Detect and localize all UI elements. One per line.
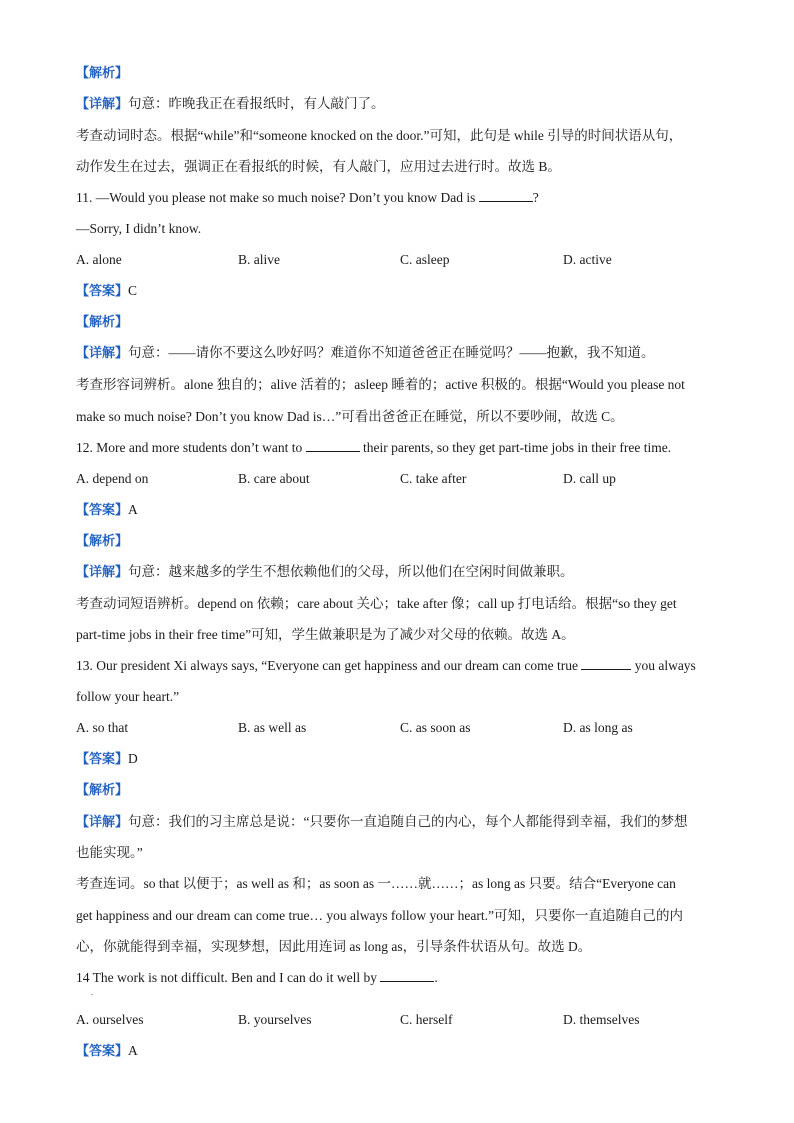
answer-blank	[380, 969, 434, 982]
question-stem: 12. More and more students don’t want to their parents, so they get part-time jobs in their free time.	[76, 440, 672, 455]
answer-blank	[479, 189, 533, 202]
question-stem: 11. —Would you please not make so much noise? Don’t you know Dad is ?	[76, 190, 539, 205]
answer-line: 【答案】D	[76, 751, 138, 767]
detail-line-continued: 也能实现。”	[76, 845, 143, 860]
option-b: B. alive	[238, 252, 280, 267]
analysis-heading: 【解析】	[76, 534, 129, 549]
detail-line: 【详解】句意：我们的习主席总是说：“只要你一直追随自己的内心，每个人都能得到幸福，我们的梦想	[76, 814, 688, 830]
explanation-line: make so much noise? Don’t you know Dad is…”可看出爸爸正在睡觉，所以不要吵闹，故选 C。	[76, 409, 624, 424]
explanation-line: 动作发生在过去，强调正在看报纸的时候，有人敲门，应用过去进行时。故选 B。	[76, 159, 561, 174]
analysis-heading: 【解析】	[76, 783, 129, 798]
option-d: D. call up	[563, 471, 616, 486]
analysis-heading: 【解析】	[76, 66, 129, 81]
detail-line: 【详解】句意：——请你不要这么吵好吗？难道你不知道爸爸正在睡觉吗？——抱歉，我不知道。	[76, 345, 655, 361]
answer-value: C	[128, 283, 138, 298]
detail-line	[76, 95, 722, 114]
option-a: A. alone	[76, 252, 122, 267]
answer-line: 【答案】A	[76, 502, 138, 518]
analysis-heading: 【解析】	[76, 315, 129, 330]
detail-line: 【详解】句意：越来越多的学生不想依赖他们的父母，所以他们在空闲时间做兼职。	[76, 564, 574, 580]
option-a: A. ourselves	[76, 1012, 144, 1027]
answer-line: 【答案】C	[76, 283, 138, 299]
explanation-line: 考查连词。so that 以便于；as well as 和；as soon as 一……就……；as long as 只要。结合“Everyone can	[76, 876, 676, 891]
option-d: D. themselves	[563, 1012, 640, 1027]
stray-dot: .	[91, 988, 93, 997]
option-b: B. care about	[238, 471, 310, 486]
answer-blank	[306, 439, 360, 452]
question-stem: 14 The work is not difficult. Ben and I can do it well by .	[76, 970, 438, 985]
question-stem: 13. Our president Xi always says, “Everyone can get happiness and our dream can come true you always	[76, 658, 696, 673]
option-b: B. as well as	[238, 720, 307, 735]
answer-value: A	[128, 502, 138, 517]
explanation-line: 考查形容词辨析。alone 独自的；alive 活着的；asleep 睡着的；active 积极的。根据“Would you please not	[76, 377, 685, 392]
question-reply: —Sorry, I didn’t know.	[76, 221, 202, 236]
explanation-line: 心，你就能得到幸福，实现梦想，因此用连词 as long as，引导条件状语从句。故选 D。	[76, 939, 592, 954]
option-b: B. yourselves	[238, 1012, 312, 1027]
detail-text: 句意：昨晚我正在看报纸时，有人敲门了。	[128, 96, 385, 111]
option-c: C. herself	[400, 1012, 453, 1027]
question-stem-continued: follow your heart.”	[76, 689, 180, 704]
explanation-line: 考查动词时态。根据“while”和“someone knocked on the door.”可知，此句是 while 引导的时间状语从句，	[76, 128, 683, 143]
option-d: D. active	[563, 252, 612, 267]
detail-tag: 【详解】	[76, 97, 129, 112]
answer-value: D	[128, 751, 138, 766]
explanation-line: 考查动词短语辨析。depend on 依赖；care about 关心；take after 像；call up 打电话给。根据“so they get	[76, 596, 677, 611]
option-c: C. asleep	[400, 252, 450, 267]
explanation-line: part-time jobs in their free time”可知，学生做兼职是为了减少对父母的依赖。故选 A。	[76, 627, 575, 642]
answer-line: 【答案】A	[76, 1043, 138, 1059]
option-c: C. take after	[400, 471, 467, 486]
answer-blank	[581, 657, 631, 670]
option-a: A. depend on	[76, 471, 149, 486]
option-c: C. as soon as	[400, 720, 471, 735]
explanation-line: get happiness and our dream can come true… you always follow your heart.”可知，只要你一直追随自己的内	[76, 908, 683, 923]
answer-value: A	[128, 1043, 138, 1058]
option-d: D. as long as	[563, 720, 633, 735]
option-a: A. so that	[76, 720, 129, 735]
